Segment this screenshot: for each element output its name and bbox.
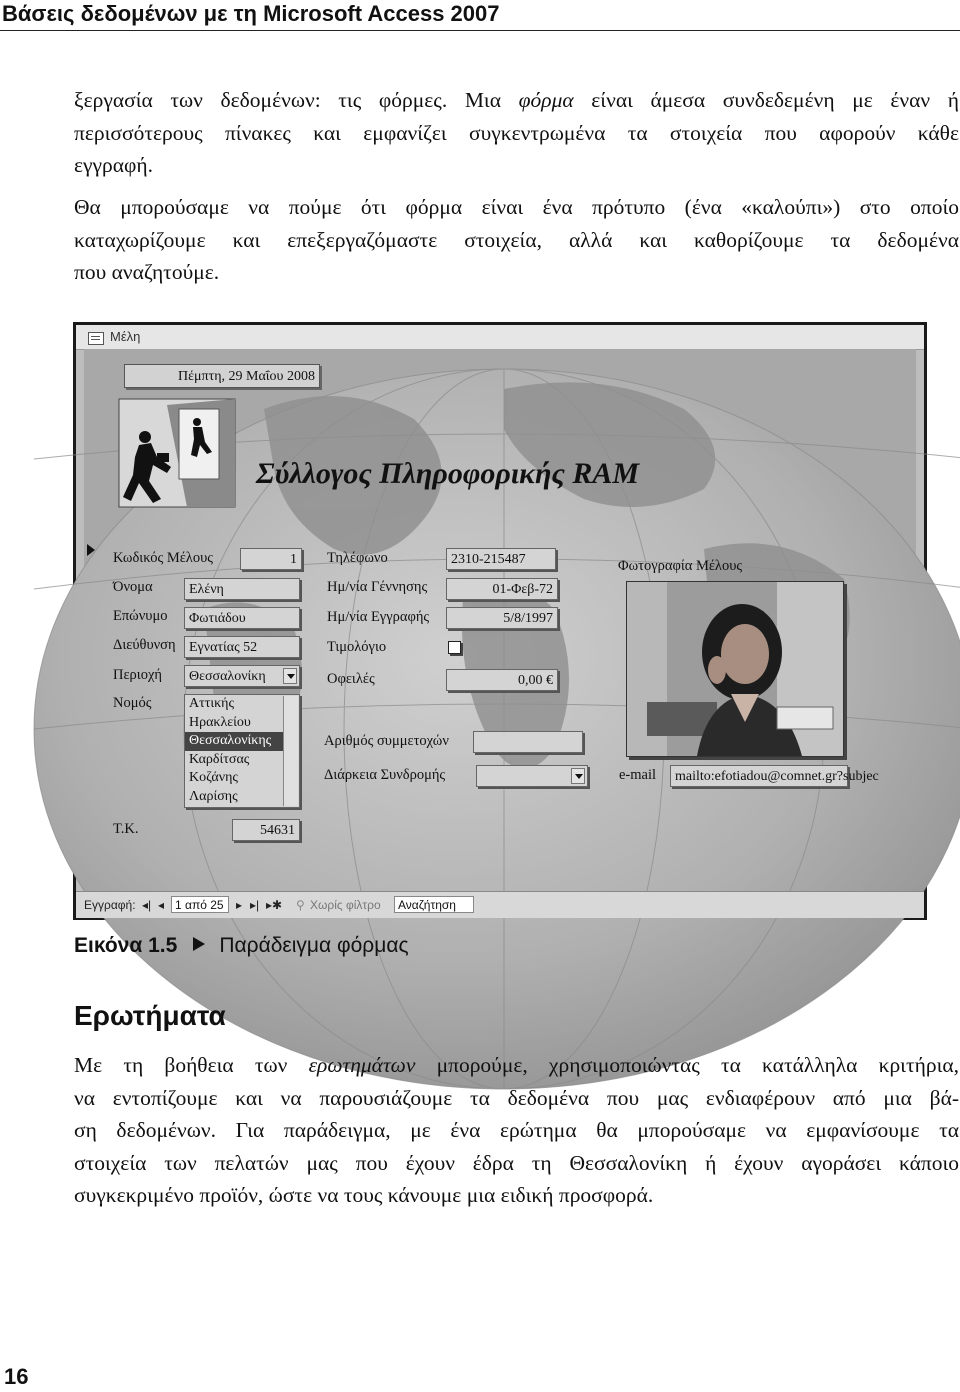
label-invoice: Τιμολόγιο [327,639,387,655]
label-registration-date: Ημ/νία Εγγραφής [327,609,430,625]
form-icon [88,332,104,345]
prefecture-listbox[interactable] [184,694,300,808]
para3-line-4: στοιχεία των πελατών μας που έχουν έδρα τη Θεσσαλονίκη ή έχουν αγοράσει κάποιο [74,1150,959,1175]
prefecture-list-item[interactable]: Αττικής [189,696,235,711]
member-code-field[interactable]: 1 [240,548,302,570]
para2-line-3: που αναζητούμε. [74,260,220,284]
para2-line-2: καταχωρίζουμε και επεξεργαζόμαστε στοιχεία, αλλά και καθορίζουμε τα δεδομένα [74,227,959,252]
phone-field[interactable]: 2310-215487 [446,548,556,570]
intro-paragraph [74,84,959,182]
caption-arrow-icon [193,937,205,951]
record-selector-icon[interactable] [87,544,95,556]
last-record-icon[interactable]: ▸| [250,898,260,912]
caption-label: Εικόνα 1.5 [74,934,178,957]
subscription-dropdown-icon[interactable] [571,768,585,784]
intro-line-2: περισσότερους πίνακες και εμφανίζει συγκεντρωμένα τα στοιχεία που αφορούν κάθε [74,120,959,145]
caption-text: Παράδειγμα φόρμας [219,934,409,957]
page-number: 16 [4,1364,29,1389]
prev-record-icon[interactable]: ◂ [158,898,165,912]
prefecture-list-item[interactable]: Κοζάνης [189,770,238,785]
running-header [0,0,960,31]
form-definition-paragraph [74,191,959,289]
queries-paragraph [74,1049,959,1212]
intro-line-3: εγγραφή. [74,153,154,177]
form-body [84,349,916,889]
label-birth-date: Ημ/νία Γέννησης [327,579,428,595]
record-navigation-bar [76,891,924,918]
para2-line-1: Θα μπορούσαμε να πούμε ότι φόρμα είναι ένα πρότυπο (ένα «καλούπι») στο οποίο [74,195,959,219]
label-email: e-mail [619,767,657,783]
record-position-field[interactable]: 1 από 25 [171,896,229,913]
prefecture-scrollbar[interactable] [283,696,298,806]
figure-caption [74,934,409,958]
label-postal-code: Τ.Κ. [113,821,139,837]
club-title: Σύλλογος Πληροφορικής RAM [256,457,640,490]
region-combobox[interactable] [184,665,300,687]
label-member-code: Κωδικός Μέλους [113,550,213,566]
prefecture-list-item[interactable]: Καρδίτσας [189,751,250,767]
label-phone: Τηλέφωνο [327,550,388,566]
label-photo: Φωτογραφία Μέλους [618,558,743,574]
para3-line-3: ση δεδομένων. Για παράδειγμα, με ένα ερώτημα θα μπορούσαμε να εμφανίσουμε τα [74,1118,959,1142]
label-last-name: Επώνυμο [113,608,168,624]
label-first-name: Όνομα [113,579,153,595]
label-prefecture: Νομός [113,695,152,711]
label-subscription: Διάρκεια Συνδρομής [324,767,446,783]
region-value: Θεσσαλονίκη [189,669,266,684]
form-window [76,325,924,917]
registration-date-field[interactable]: 5/8/1997 [446,607,558,629]
last-name-field[interactable]: Φωτιάδου [184,607,300,629]
postal-code-field[interactable]: 54631 [232,819,300,841]
subscription-combobox[interactable] [476,765,588,787]
invoice-checkbox[interactable] [448,641,461,654]
address-field[interactable]: Εγνατίας 52 [184,636,300,658]
para3-line-2: να εντοπίζουμε και να παρουσιάζουμε τα δεδομένα που μας ενδιαφέρουν από μια βά- [74,1085,959,1110]
para3-line-1: Με τη βοήθεια των ερωτημάτων μπορούμε, χρησιμοποιώντας τα κατάλληλα κριτήρια, [74,1053,959,1077]
prefecture-list-item[interactable]: Λαρίσης [189,788,238,804]
section-heading: Ερωτήματα [74,1000,226,1031]
figure-access-form [73,322,927,920]
running-man-logo-icon [117,397,237,509]
para3-line-5: συγκεκριμένο προϊόν, ώστε να τους κάνουμε μια ειδική προσφορά. [74,1183,654,1207]
prefecture-list-item[interactable]: Ηρακλείου [189,714,251,730]
email-field[interactable]: mailto:efotiadou@comnet.gr?subjec [670,765,848,787]
region-dropdown-icon[interactable] [283,668,297,684]
intro-line-1: ξεργασία των δεδομένων: τις φόρμες. Μια φόρμα είναι άμεσα συνδεδεμένη με έναν ή [74,88,959,112]
label-participations: Αριθμός συμμετοχών [324,733,449,749]
first-record-icon[interactable]: ◂| [142,898,152,912]
member-portrait-icon [627,582,843,756]
label-region: Περιοχή [113,667,162,683]
debts-field[interactable]: 0,00 € [446,669,558,691]
new-record-icon[interactable]: ▸✱ [266,898,283,912]
record-label: Εγγραφή: [84,898,136,912]
prefecture-list-item[interactable]: Θεσσαλονίκης [185,732,283,751]
form-window-title: Μέλη [110,329,141,344]
filter-status[interactable]: Χωρίς φίλτρο [310,898,381,912]
member-photo [626,581,844,757]
header-title: Βάσεις δεδομένων με τη Microsoft Access 2007 [2,1,500,26]
date-field: Πέμπτη, 29 Μαΐου 2008 [124,364,320,388]
first-name-field[interactable]: Ελένη [184,578,300,600]
label-address: Διεύθυνση [113,637,176,653]
search-input[interactable]: Αναζήτηση [394,896,474,913]
next-record-icon[interactable]: ▸ [236,898,243,912]
label-debts: Οφειλές [327,671,375,687]
participations-field[interactable] [473,731,583,753]
birth-date-field[interactable]: 01-Φεβ-72 [446,578,558,600]
form-titlebar [76,325,924,350]
filter-icon[interactable]: ⚲ [296,898,305,912]
